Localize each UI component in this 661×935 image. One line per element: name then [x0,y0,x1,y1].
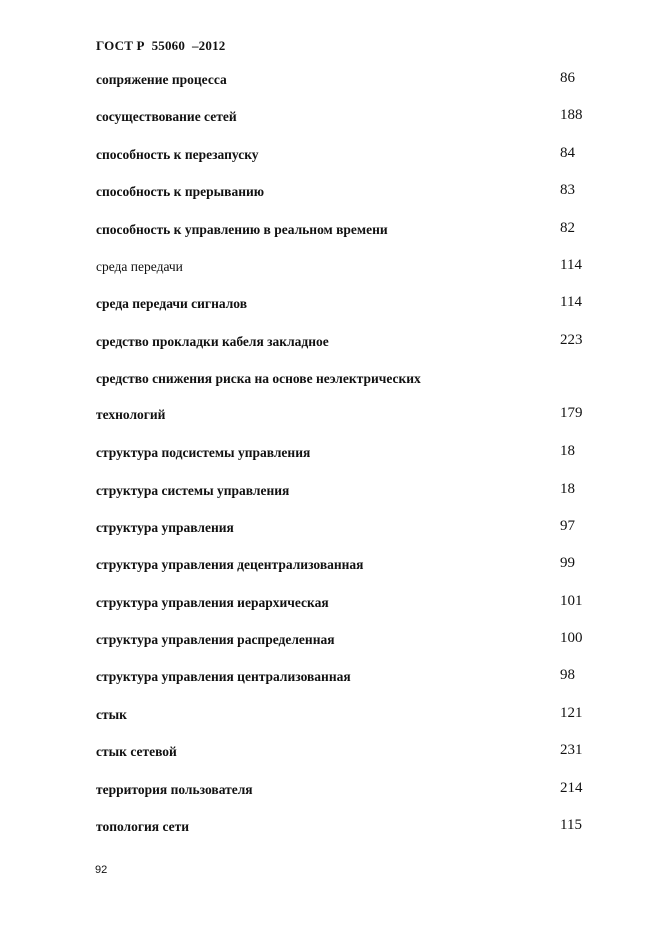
index-entry [96,770,596,807]
index-term: способность к прерыванию [96,184,265,200]
index-term: структура управления децентрализованная [96,557,364,573]
index-page-ref: 114 [560,256,582,273]
index-entry [96,284,596,321]
index-term: стык сетевой [96,744,177,760]
page-number: 92 [95,864,108,876]
index-term: структура подсистемы управления [96,445,311,461]
index-page-ref: 121 [560,704,583,721]
index-entry [96,583,596,620]
index-page-ref: 179 [560,405,583,422]
index-term: способность к перезапуску [96,146,259,162]
index-term: территория пользователя [96,781,253,797]
index-page-ref: 214 [560,779,583,796]
index-entry [96,508,596,545]
index-term-line1: средство снижения риска на основе неэлектрических [96,371,421,387]
index-term: структура управления иерархическая [96,594,329,610]
index-page-ref: 101 [560,592,583,609]
index-entry [96,247,596,284]
index-term-line2: технологий [96,407,166,423]
index-entry [96,135,596,172]
index-page-ref: 114 [560,294,582,311]
index-entry [96,695,596,732]
index-page-ref: 231 [560,742,583,759]
index-entry [96,471,596,508]
index-entry [96,322,596,359]
index-page-ref: 18 [560,443,575,460]
index-page-ref: 97 [560,517,575,534]
index-term: структура управления [96,519,234,535]
index-page-ref: 86 [560,70,575,86]
index-entry [96,732,596,769]
index-entry [96,60,596,97]
index-entry [96,210,596,247]
index-term: средство прокладки кабеля закладное [96,333,329,349]
index-entry [96,545,596,582]
index-page-ref: 100 [560,630,583,647]
index-entry [96,359,596,433]
index-term [96,370,421,424]
index-entry [96,620,596,657]
index-list [96,60,596,844]
index-page-ref: 83 [560,182,575,199]
index-page-ref: 223 [560,331,583,348]
index-page-ref: 84 [560,144,575,161]
index-term: среда передачи сигналов [96,296,247,312]
index-entry [96,807,596,844]
index-entry [96,97,596,134]
index-page-ref: 99 [560,555,575,572]
index-term: структура системы управления [96,482,290,498]
index-term: структура управления централизованная [96,669,351,685]
document-header: ГОСТ Р 55060 –2012 [96,38,226,53]
index-page-ref: 82 [560,219,575,236]
index-entry [96,433,596,470]
index-term: среда передачи [96,258,183,274]
index-term: структура управления распределенная [96,632,335,648]
index-term: топология сети [96,819,190,835]
index-term: способность к управлению в реальном времени [96,221,388,237]
index-page-ref: 18 [560,480,575,497]
index-page-ref: 98 [560,667,575,684]
index-page-ref: 188 [560,107,583,124]
index-term: стык [96,706,127,722]
index-page-ref: 115 [560,817,582,834]
index-entry [96,172,596,209]
index-term: сопряжение процесса [96,72,227,87]
index-term: сосуществование сетей [96,109,237,125]
index-entry [96,657,596,694]
